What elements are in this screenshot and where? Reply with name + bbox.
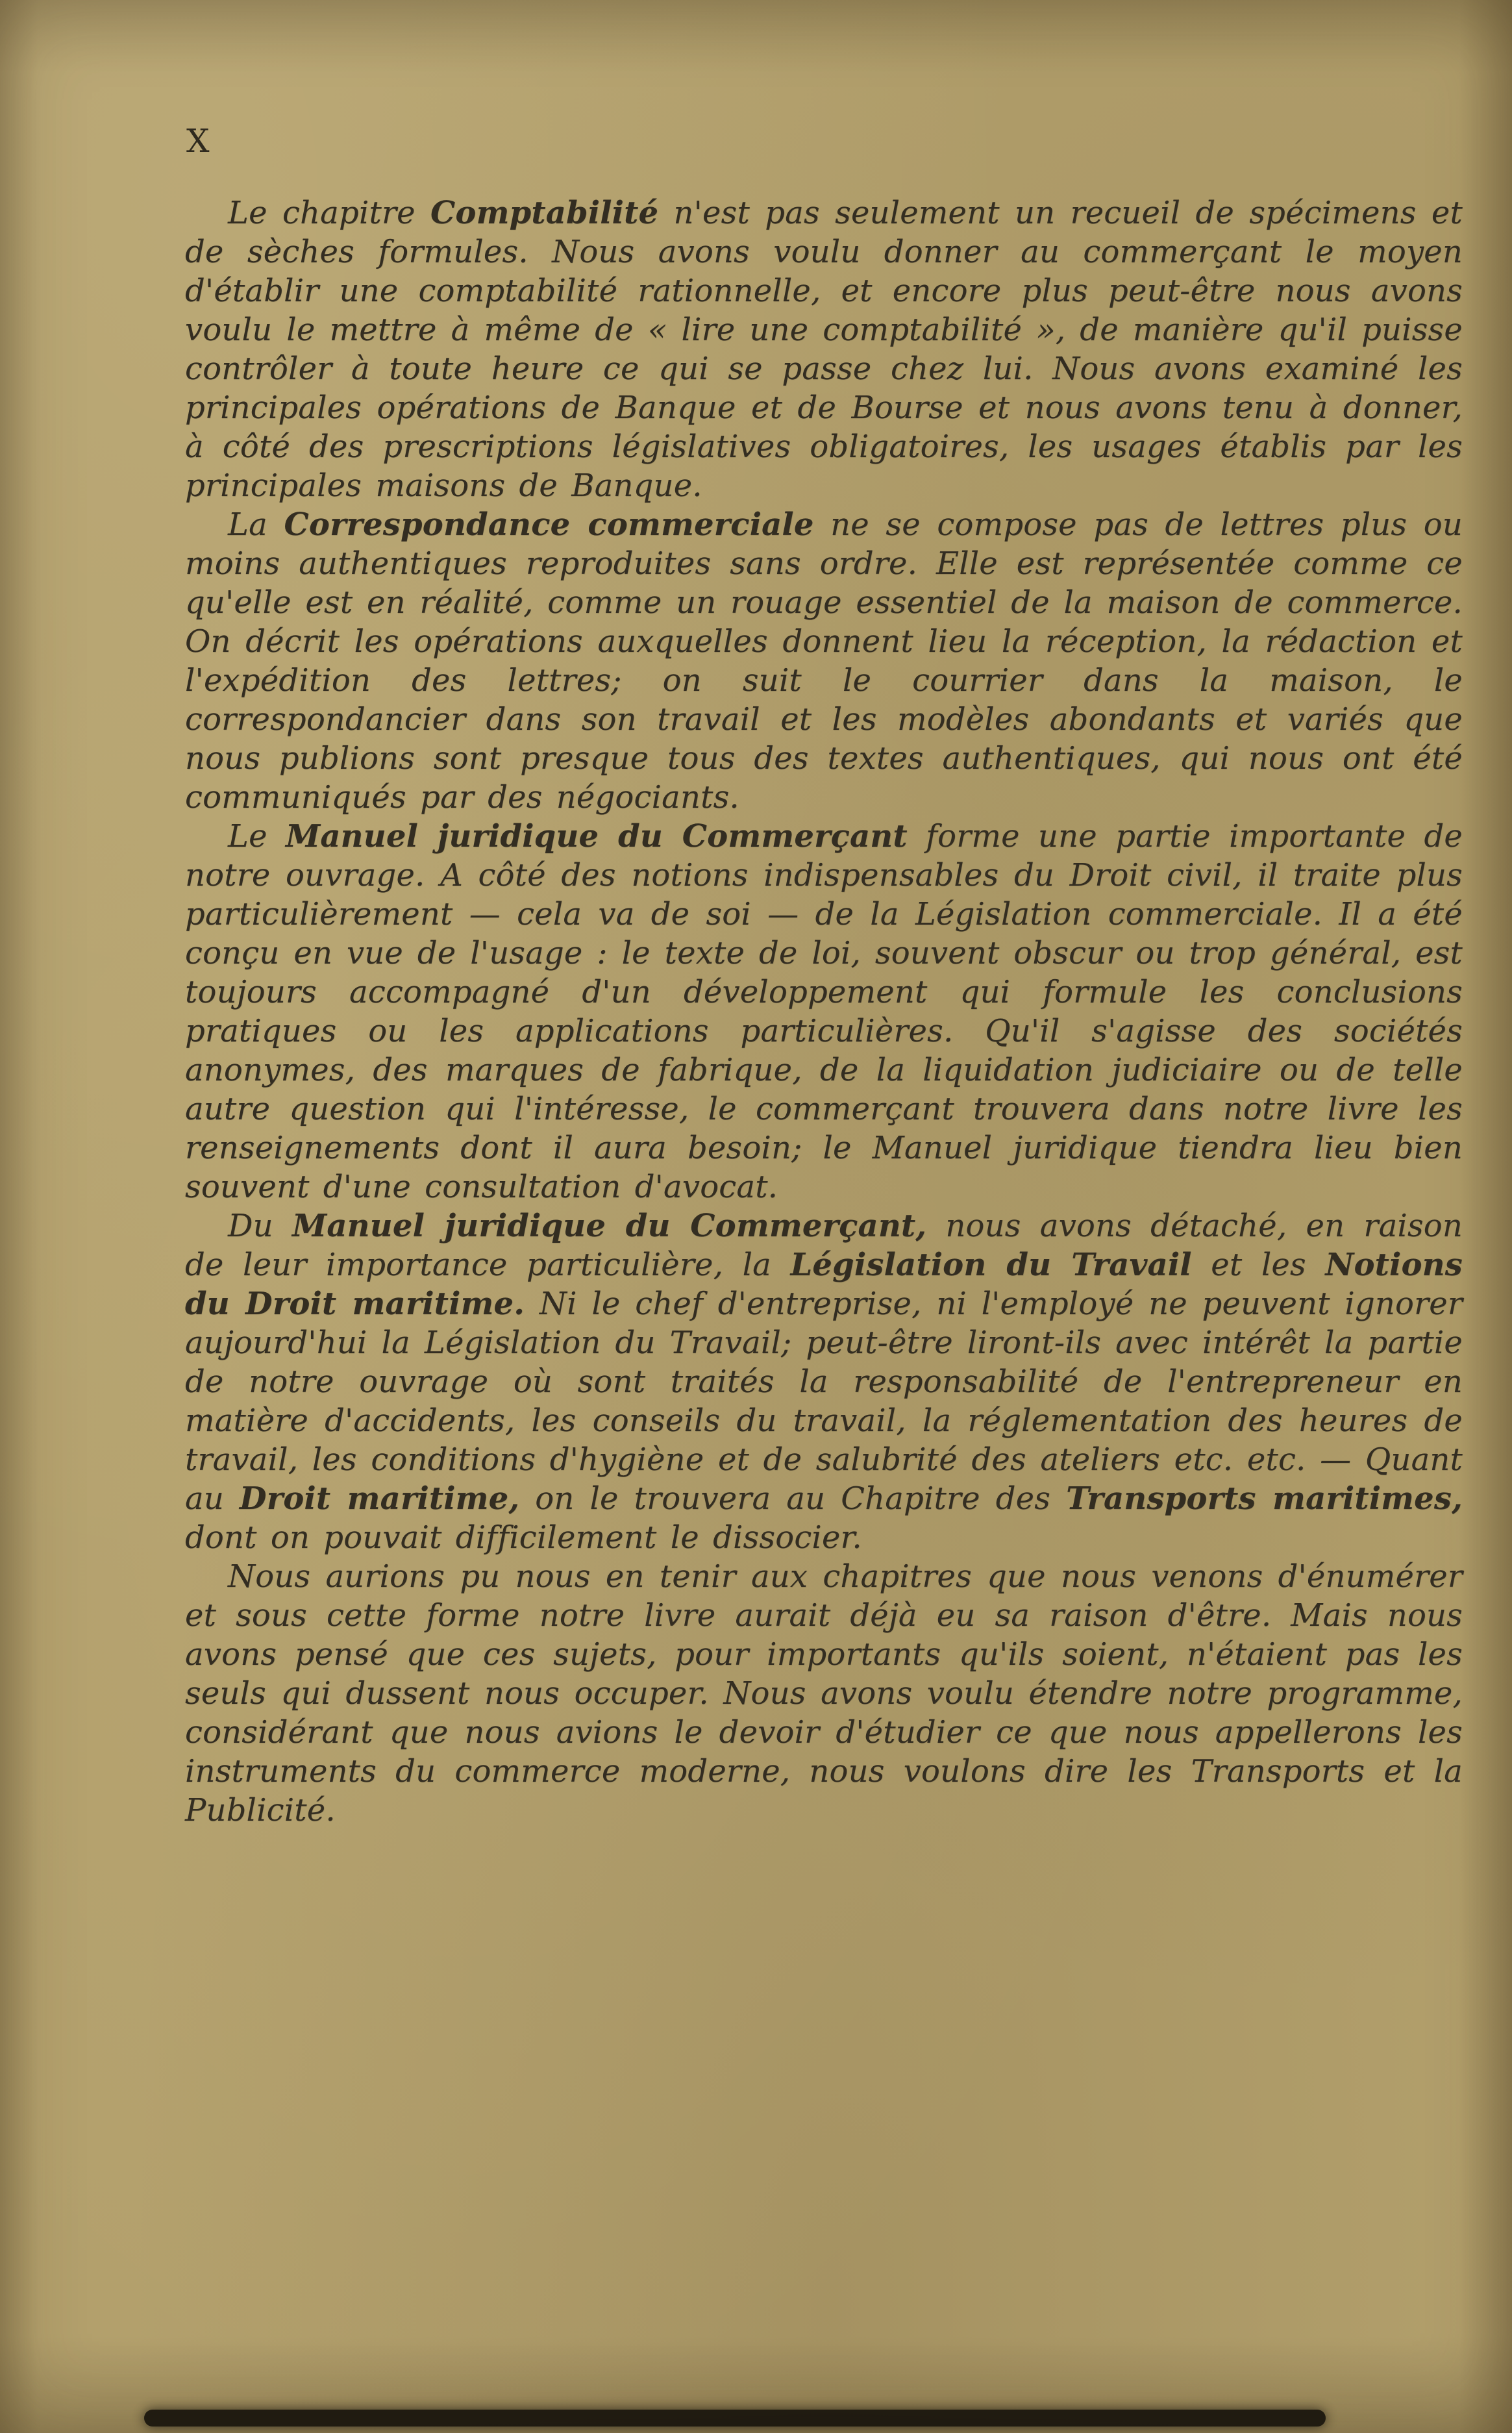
text-run: Ni le chef d'entreprise, ni l'employé ne peuvent ignorer aujourd'hui la Législation du Travail; peut-être liront-ils avec intérêt la partie de notre ouvrage où sont traités la responsabilité de l'entrepreneur en matière d'accidents, les conseils du travail, la réglementation des heures de travail, les conditions d'hygiène et de salubrité des ateliers etc. etc. — Quant au bbox=[185, 1286, 1463, 1517]
text-run: n'est pas seulement un recueil de spécimens et de sèches formules. Nous avons voulu donner au commerçant le moyen d'établir une comptabilité rationnelle, et encore plus peut-être nous avons voulu le mettre à même de « lire une comptabilité », de manière qu'il puisse contrôler à toute heure ce qui se passe chez lui. Nous avons examiné les principales opérations de Banque et de Bourse et nous avons tenu à donner, à côté des prescriptions législatives obligatoires, les usages établis par les principales maisons de Banque. bbox=[185, 195, 1463, 504]
bold-manuel-juridique-2: Manuel juridique du Commerçant, bbox=[292, 1208, 927, 1244]
text-run: Nous aurions pu nous en tenir aux chapitres que nous venons d'énumérer et sous cette forme notre livre aurait déjà eu sa raison d'être. Mais nous avons pensé que ces sujets, pour importants qu'ils soient, n'étaient pas les seuls qui dussent nous occuper. Nous avons voulu étendre notre programme, considérant que nous avions le devoir d'étudier ce que nous appellerons les instruments du commerce moderne, nous voulons dire les Transports et la Publicité. bbox=[185, 1558, 1463, 1828]
text-run: ne se compose pas de lettres plus ou moins authentiques reproduites sans ordre. Elle est représentée comme ce qu'elle est en réalité, comme un rouage essentiel de la maison de commerce. On décrit les opérations auxquelles donnent lieu la réception, la rédaction et l'expédition des lettres; on suit le courrier dans la maison, le correspondancier dans son travail et les modèles abondants et variés que nous publions sont presque tous des textes authentiques, qui nous ont été communiqués par des négociants. bbox=[185, 506, 1463, 816]
paragraph-correspondance bbox=[185, 505, 1463, 817]
bold-legislation-du-travail: Législation du Travail bbox=[790, 1247, 1192, 1283]
bold-correspondance-commerciale: Correspondance commerciale bbox=[284, 506, 814, 543]
bold-transports-maritimes: Transports maritimes, bbox=[1066, 1480, 1463, 1517]
bold-manuel-juridique: Manuel juridique du Commerçant bbox=[286, 818, 908, 855]
paragraph-manuel-juridique bbox=[185, 817, 1463, 1206]
text-run: Du bbox=[228, 1208, 293, 1244]
text-run: forme une partie importante de notre ouvrage. A côté des notions indispensables du Droit civil, il traite plus particulièrement — cela va de soi — de la Législation commerciale. Il a été conçu en vue de l'usage : le texte de loi, souvent obscur ou trop général, est toujours accompagné d'un développement qui formule les conclusions pratiques ou les applications particulières. Qu'il s'agisse des sociétés anonymes, des marques de fabrique, de la liquidation judiciaire ou de telle autre question qui l'intéresse, le commerçant trouvera dans notre livre les renseignements dont il aura besoin; le Manuel juridique tiendra lieu bien souvent d'une consultation d'avocat. bbox=[185, 818, 1463, 1205]
text-run: Le bbox=[228, 818, 286, 855]
bold-droit-maritime: Droit maritime, bbox=[239, 1480, 520, 1517]
text-run: dont on pouvait difficilement le dissocier. bbox=[185, 1519, 862, 1556]
text-run: Le chapitre bbox=[228, 195, 430, 231]
bold-comptabilite: Comptabilité bbox=[430, 195, 659, 231]
paragraph-conclusion bbox=[185, 1557, 1463, 1830]
text-run: on le trouvera au Chapitre des bbox=[519, 1480, 1067, 1517]
paragraph-comptabilite bbox=[185, 193, 1463, 505]
bold-notions-droit-maritime: Notions du Droit maritime. bbox=[185, 1247, 1463, 1322]
page-bottom-shadow bbox=[144, 2410, 1326, 2427]
text-run: nous avons détaché, en raison de leur importance particulière, la bbox=[185, 1208, 1463, 1283]
text-run: La bbox=[228, 506, 284, 543]
text-run: et les bbox=[1191, 1247, 1326, 1283]
paragraph-legislation-travail bbox=[185, 1206, 1463, 1557]
page-number: X bbox=[186, 122, 211, 160]
page-text bbox=[185, 193, 1463, 1830]
